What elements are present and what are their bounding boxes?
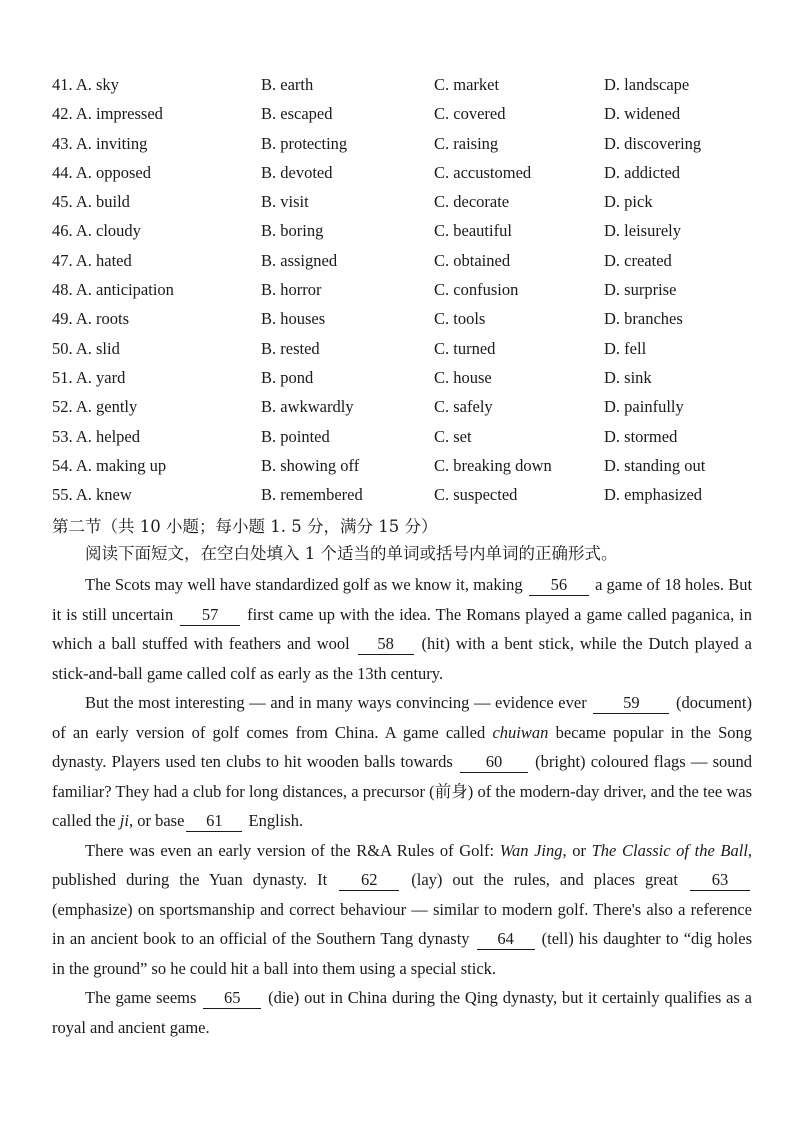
- option-c: C. turned: [434, 338, 496, 358]
- option-list: [52, 70, 752, 509]
- option-d: D. pick: [604, 192, 653, 212]
- option-row-49: [52, 304, 752, 333]
- option-b: B. protecting: [261, 133, 348, 153]
- option-d: D. emphasized: [604, 485, 703, 505]
- option-b: B. remembered: [261, 485, 363, 505]
- option-row-48: [52, 275, 752, 304]
- option-a: 49. A. roots: [52, 309, 130, 329]
- option-row-45: [52, 187, 752, 216]
- passage-text: There was even an early version of the R&A Rules of Golf:: [85, 840, 495, 860]
- option-b: B. visit: [261, 192, 309, 212]
- passage-text: , or: [562, 840, 586, 860]
- blank-57[interactable]: 57: [180, 605, 240, 626]
- option-d: D. stormed: [604, 426, 678, 446]
- option-d: D. sink: [604, 367, 652, 387]
- blank-62[interactable]: 62: [339, 870, 399, 891]
- passage-text: (die) out in China during the Qing dynasty, but it certainly qualifies as a royal and ancient game.: [52, 988, 753, 1037]
- option-d: D. fell: [604, 338, 647, 358]
- option-b: B. pond: [261, 367, 314, 387]
- option-b: B. showing off: [261, 455, 360, 475]
- option-c: C. house: [434, 367, 492, 387]
- option-a: 51. A. yard: [52, 367, 126, 387]
- option-a: 54. A. making up: [52, 455, 167, 475]
- passage-text: (bright) coloured flags — sound familiar? They had a club for long distances, a precursor (前身) of the modern-day driver, and the tee was called the: [52, 752, 752, 831]
- option-c: C. obtained: [434, 250, 511, 270]
- option-row-54: [52, 451, 752, 480]
- option-b: B. rested: [261, 338, 320, 358]
- option-row-52: [52, 392, 752, 421]
- option-c: C. set: [434, 426, 472, 446]
- passage-text: , published during the Yuan dynasty. It: [52, 840, 753, 890]
- option-b: B. devoted: [261, 162, 333, 182]
- option-b: B. assigned: [261, 250, 338, 270]
- blank-63[interactable]: 63: [690, 870, 750, 891]
- option-row-41: [52, 70, 752, 99]
- italic-term: ji: [119, 811, 129, 831]
- option-row-43: [52, 129, 752, 158]
- option-a: 52. A. gently: [52, 397, 138, 417]
- option-b: B. horror: [261, 280, 322, 300]
- option-d: D. standing out: [604, 455, 706, 475]
- option-row-53: [52, 422, 752, 451]
- passage-text: English.: [248, 811, 304, 831]
- blank-56[interactable]: 56: [529, 575, 589, 596]
- passage-paragraph-1: [52, 570, 752, 688]
- italic-term: The Classic of the Ball: [591, 840, 748, 860]
- option-a: 55. A. knew: [52, 485, 132, 505]
- blank-61[interactable]: 61: [186, 811, 242, 832]
- passage-paragraph-3: [52, 836, 752, 984]
- passage-text: (document) of an early version of golf comes from China. A game called: [52, 693, 753, 742]
- passage-text: The game seems: [85, 988, 197, 1008]
- option-d: D. widened: [604, 104, 681, 124]
- option-a: 50. A. slid: [52, 338, 120, 358]
- option-c: C. confusion: [434, 280, 519, 300]
- option-row-55: [52, 480, 752, 509]
- option-c: C. decorate: [434, 192, 510, 212]
- option-a: 41. A. sky: [52, 75, 119, 94]
- passage-text: (hit) with a bent stick, while the Dutch played a stick-and-ball game called colf as early as the 13th century.: [52, 634, 752, 683]
- option-a: 44. A. opposed: [52, 162, 151, 182]
- option-d: D. landscape: [604, 75, 690, 94]
- italic-term: Wan Jing: [499, 840, 563, 860]
- passage-paragraph-2: [52, 688, 752, 836]
- option-row-44: [52, 158, 752, 187]
- option-a: 47. A. hated: [52, 250, 132, 270]
- option-c: C. accustomed: [434, 162, 532, 182]
- option-c: C. safely: [434, 397, 493, 417]
- passage-text: (tell) his daughter to “dig holes in the ground” so he could hit a ball into them using a special stick.: [52, 929, 752, 978]
- option-row-46: [52, 216, 752, 245]
- option-row-51: [52, 363, 752, 392]
- option-b: B. earth: [261, 75, 314, 94]
- option-a: 43. A. inviting: [52, 133, 148, 153]
- section-instruction: 阅读下面短文，在空白处填入 1 个适当的单词或括号内单词的正确形式。: [85, 544, 618, 564]
- italic-term: chuiwan: [492, 722, 549, 742]
- option-d: D. created: [604, 250, 672, 270]
- passage-text: became popular in the Song dynasty. Players used ten clubs to hit wooden balls towards: [52, 722, 753, 772]
- option-d: D. painfully: [604, 397, 684, 417]
- option-b: B. awkwardly: [261, 397, 354, 417]
- blank-60[interactable]: 60: [460, 752, 528, 773]
- option-a: 48. A. anticipation: [52, 280, 174, 300]
- option-d: D. addicted: [604, 162, 681, 182]
- option-b: B. houses: [261, 309, 326, 329]
- passage-text: (lay) out the rules, and places great: [411, 870, 678, 890]
- option-a: 45. A. build: [52, 192, 130, 212]
- option-c: C. suspected: [434, 485, 518, 505]
- blank-64[interactable]: 64: [477, 929, 535, 950]
- option-d: D. discovering: [604, 133, 702, 153]
- option-c: C. raising: [434, 133, 499, 153]
- option-c: C. beautiful: [434, 221, 512, 241]
- option-d: D. leisurely: [604, 221, 681, 241]
- option-c: C. breaking down: [434, 455, 552, 475]
- option-c: C. tools: [434, 309, 486, 329]
- option-d: D. branches: [604, 309, 683, 329]
- option-a: 46. A. cloudy: [52, 221, 141, 241]
- section-title: 第二节（共 10 小题；每小题 1. 5 分，满分 15 分）: [52, 517, 438, 537]
- option-row-50: [52, 334, 752, 363]
- passage-paragraph-4: [52, 983, 752, 1042]
- option-b: B. pointed: [261, 426, 330, 446]
- passage-text: , or base: [128, 811, 185, 831]
- option-a: 53. A. helped: [52, 426, 140, 446]
- passage-text: But the most interesting — and in many ways convincing — evidence ever: [85, 693, 587, 713]
- exam-page: [52, 70, 752, 1042]
- blank-59[interactable]: 59: [593, 693, 669, 714]
- option-row-47: [52, 246, 752, 275]
- passage-text: The Scots may well have standardized golf as we know it, making: [85, 575, 523, 595]
- passage-text: (emphasize) on sportsmanship and correct behaviour — similar to modern golf. There's also a reference in an ancient book to an official of the Southern Tang dynasty: [52, 899, 752, 949]
- option-d: D. surprise: [604, 280, 677, 300]
- blank-58[interactable]: 58: [358, 634, 414, 655]
- option-c: C. market: [434, 75, 500, 94]
- option-b: B. boring: [261, 221, 324, 241]
- option-b: B. escaped: [261, 104, 333, 124]
- passage-text: a game of 18 holes. But it is still uncertain: [52, 575, 753, 624]
- option-row-42: [52, 99, 752, 128]
- option-a: 42. A. impressed: [52, 104, 163, 124]
- blank-65[interactable]: 65: [203, 988, 261, 1009]
- passage-text: first came up with the idea. The Romans played a game called paganica, in which a ball stuffed with feathers and wool: [52, 604, 753, 654]
- option-c: C. covered: [434, 104, 506, 124]
